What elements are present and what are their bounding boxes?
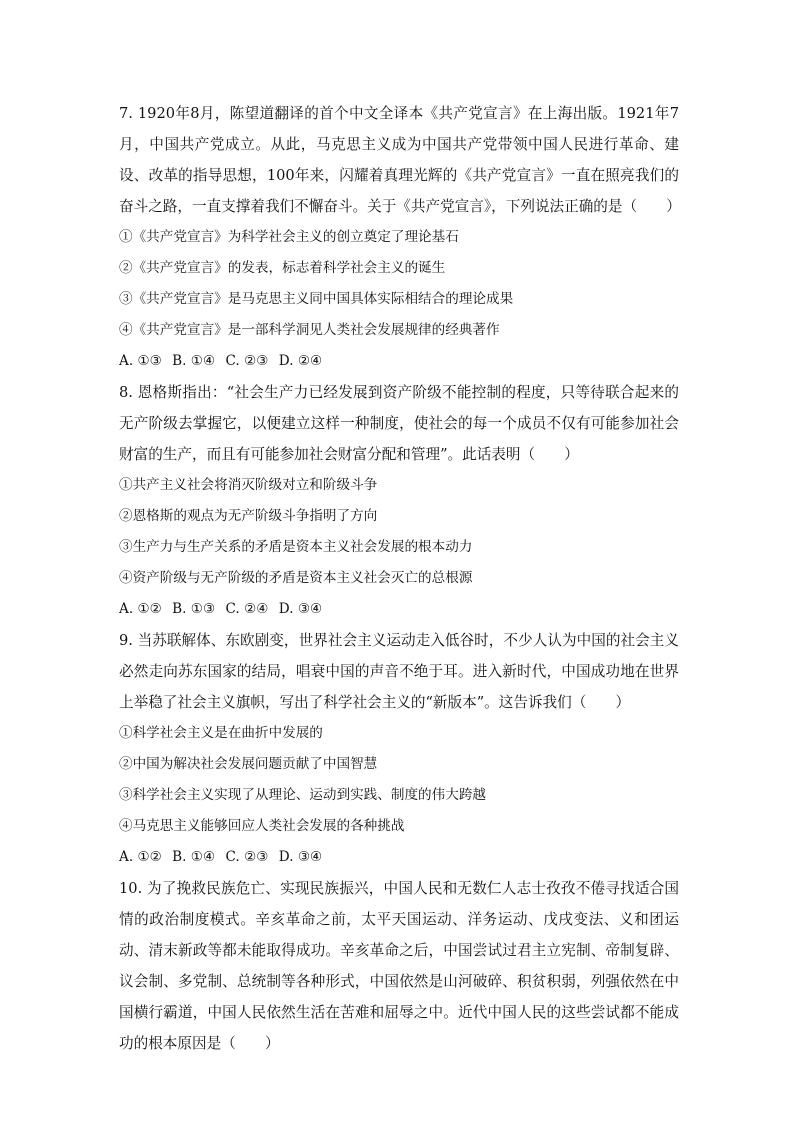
statement-option-2: ②中国为解决社会发展问题贡献了中国智慧 — [119, 756, 378, 772]
question-8 — [119, 377, 679, 625]
question-stem: 7. 1920年8月，陈望道翻译的首个中文全译本《共产党宣言》在上海出版。1921年7月，中国共产党成立。从此，马克思主义成为中国共产党带领中国人民进行革命、建设、改革的指导思想，100年来，闪耀着真理光辉的《共产党宣言》一直在照亮我们的奋斗之路，一直支撑着我们不懈奋斗。关于《共产党宣言》，下列说法正确的是（ ） — [119, 105, 681, 215]
choice-a: A. ①② — [119, 849, 162, 865]
statement-option-1: ①《共产党宣言》为科学社会主义的创立奠定了理论基石 — [119, 229, 459, 245]
choice-c: C. ②④ — [225, 601, 269, 617]
question-9 — [119, 625, 679, 873]
statement-option-3: ③生产力与生产关系的矛盾是资本主义社会发展的根本动力 — [119, 539, 473, 555]
question-stem: 10. 为了挽救民族危亡、实现民族振兴，中国人民和无数仁人志士孜孜不倦寻找适合国情的政治制度模式。辛亥革命之前，太平天国运动、洋务运动、戊戌变法、义和团运动、清末新政等都未能取得成功。辛亥革命之后，中国尝试过君主立宪制、帝制复辟、议会制、多党制、总统制等各种形式，中国依然是山河破碎、积贫积弱，列强依然在中国横行霸道，中国人民依然生活在苦难和屈辱之中。近代中国人民的这些尝试都不能成功的根本原因是（ ） — [119, 880, 679, 1052]
statement-option-4: ④《共产党宣言》是一部科学洞见人类社会发展规律的经典著作 — [119, 322, 500, 338]
statement-option-2: ②《共产党宣言》的发表，标志着科学社会主义的诞生 — [119, 260, 446, 276]
statement-option-4: ④马克思主义能够回应人类社会发展的各种挑战 — [119, 818, 405, 834]
statement-option-1: ①科学社会主义是在曲折中发展的 — [119, 725, 323, 741]
statement-option-3: ③科学社会主义实现了从理论、运动到实践、制度的伟大跨越 — [119, 787, 487, 803]
choice-b: B. ①③ — [172, 601, 216, 617]
statement-option-4: ④资产阶级与无产阶级的矛盾是资本主义社会灭亡的总根源 — [119, 570, 473, 586]
answer-choices — [119, 842, 679, 873]
answer-choices — [119, 346, 679, 377]
exam-page — [119, 98, 679, 1059]
choice-b: B. ①④ — [172, 353, 216, 369]
choice-a: A. ①③ — [119, 353, 162, 369]
choice-b: B. ①④ — [172, 849, 216, 865]
question-7 — [119, 98, 679, 377]
statement-option-2: ②恩格斯的观点为无产阶级斗争指明了方向 — [119, 508, 378, 524]
question-10 — [119, 873, 679, 1059]
choice-d: D. ③④ — [278, 849, 323, 865]
choice-c: C. ②③ — [225, 353, 269, 369]
question-stem: 9. 当苏联解体、东欧剧变，世界社会主义运动走入低谷时，不少人认为中国的社会主义必然走向苏东国家的结局，唱衰中国的声音不绝于耳。进入新时代，中国成功地在世界上举稳了社会主义旗帜，写出了科学社会主义的“新版本”。这告诉我们（ ） — [119, 632, 679, 711]
choice-d: D. ③④ — [278, 601, 323, 617]
question-stem: 8. 恩格斯指出：“社会生产力已经发展到资产阶级不能控制的程度，只等待联合起来的无产阶级去掌握它，以便建立这样一种制度，使社会的每一个成员不仅有可能参加社会财富的生产，而且有可能参加社会财富分配和管理”。此话表明（ ） — [119, 384, 679, 463]
answer-choices — [119, 594, 679, 625]
choice-d: D. ②④ — [278, 353, 323, 369]
statement-option-1: ①共产主义社会将消灭阶级对立和阶级斗争 — [119, 477, 378, 493]
statement-option-3: ③《共产党宣言》是马克思主义同中国具体实际相结合的理论成果 — [119, 291, 514, 307]
choice-a: A. ①② — [119, 601, 162, 617]
choice-c: C. ②③ — [225, 849, 269, 865]
